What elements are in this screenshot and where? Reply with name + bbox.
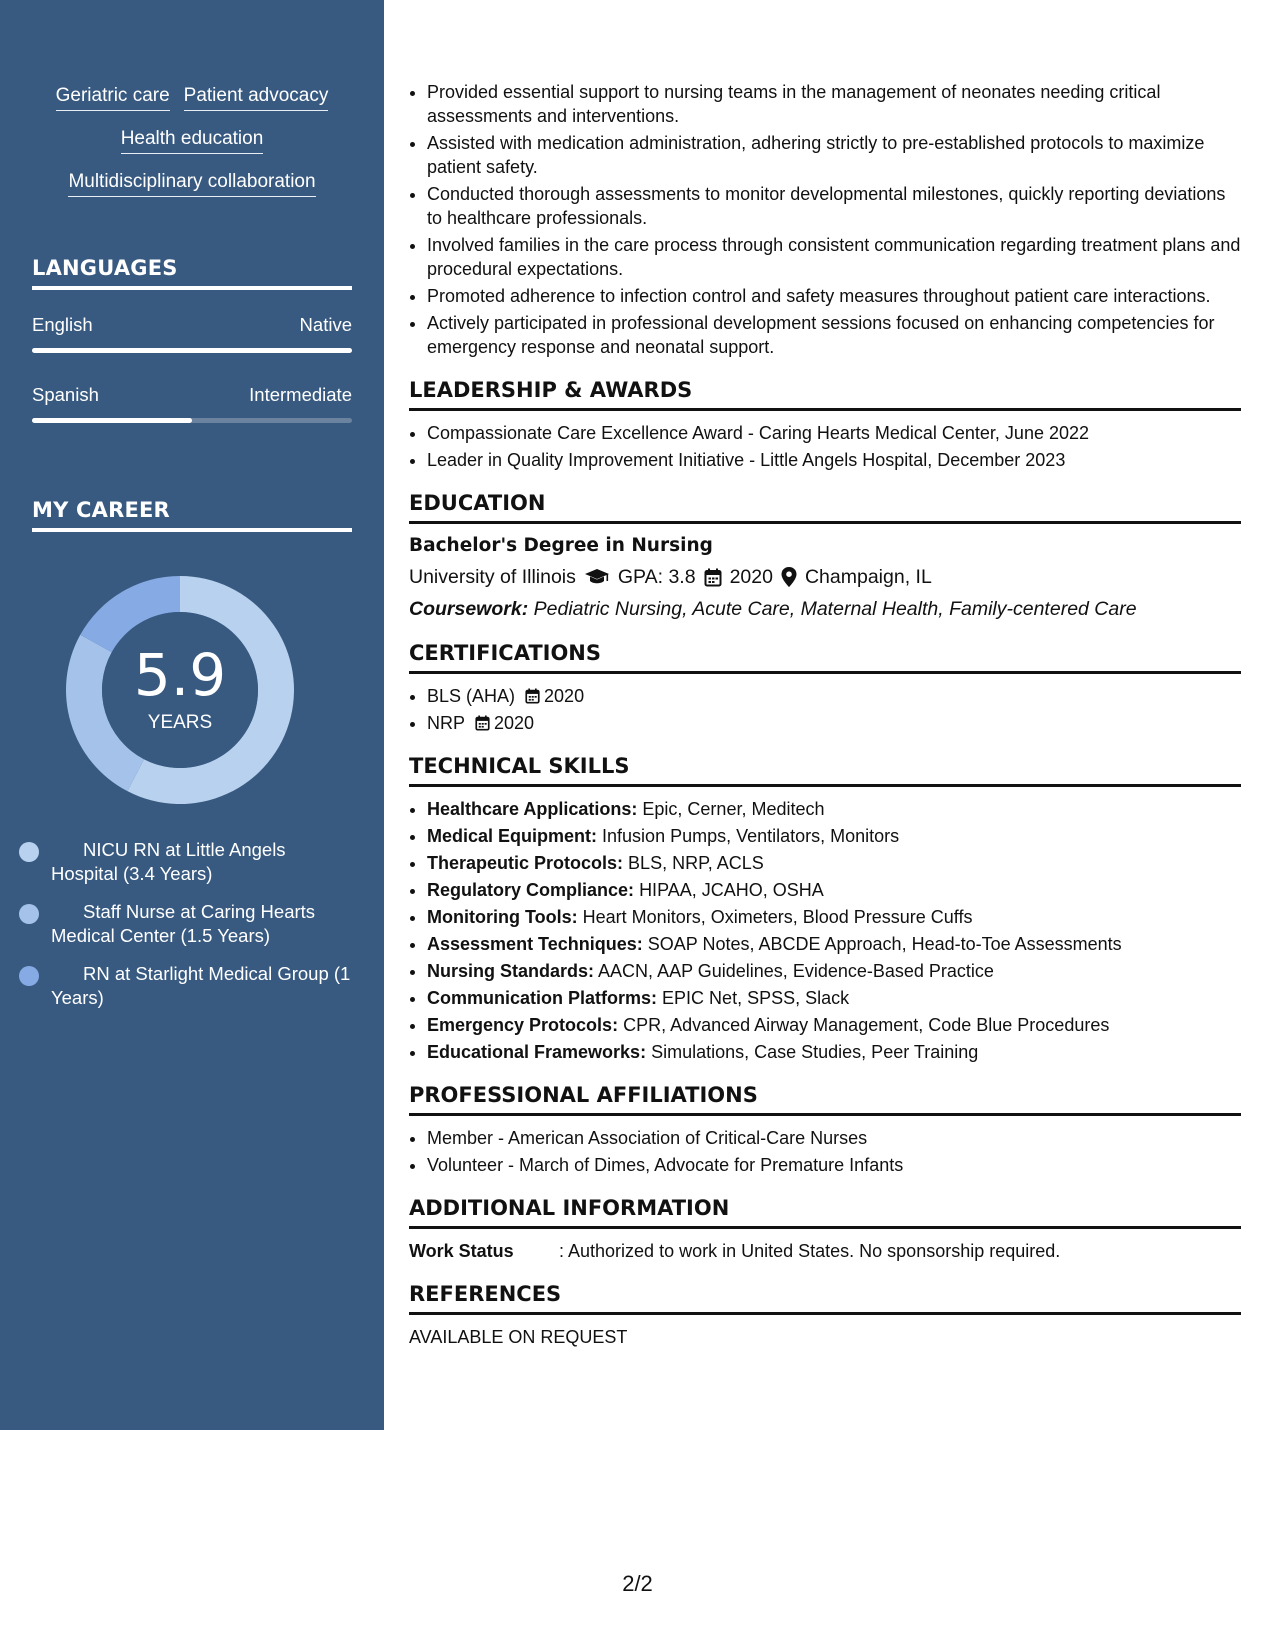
skill-label: Monitoring Tools: (427, 907, 578, 927)
list-item (427, 959, 1241, 983)
certifications-heading: CERTIFICATIONS (409, 639, 1241, 674)
skill-value: Simulations, Case Studies, Peer Training (651, 1042, 979, 1062)
additional-info-heading: ADDITIONAL INFORMATION (409, 1194, 1241, 1229)
certification-name: • BLS (AHA) (427, 686, 516, 706)
list-item: • Compassionate Care Excellence Award - Caring Hearts Medical Center, June 2022 (427, 421, 1241, 445)
references-text: AVAILABLE ON REQUEST (409, 1327, 628, 1347)
skill-label: Communication Platforms: (427, 988, 658, 1008)
list-item (427, 797, 1241, 821)
legend-dot-icon (19, 842, 39, 862)
experience-bullets (409, 80, 1241, 359)
list-item: • Conducted thorough assessments to monitor developmental milestones, quickly reporting deviations to healthcare professionals. (427, 182, 1241, 230)
calendar-icon (525, 688, 540, 704)
list-item (427, 711, 1241, 735)
legend-label: NICU RN at Little Angels Hospital (3.4 Years) (51, 839, 286, 884)
tag: Geriatric care (56, 85, 170, 111)
sidebar (0, 0, 384, 1430)
education-gpa: GPA: 3.8 (617, 566, 696, 588)
strengths-tags (32, 85, 352, 214)
coursework-label: Coursework: (409, 598, 529, 620)
tag-row (32, 85, 352, 111)
education-school: University of Illinois (409, 566, 576, 588)
list-item (427, 1040, 1241, 1064)
language-level: Intermediate (249, 384, 352, 405)
list-item (427, 1013, 1241, 1037)
page-number: 2/2 (622, 1571, 653, 1596)
legend-label: RN at Starlight Medical Group (1 Years) (51, 963, 351, 1008)
language-level: Native (299, 314, 352, 335)
career-legend-item (51, 900, 351, 948)
skills-list (409, 797, 1241, 1064)
career-legend (51, 838, 351, 1024)
legend-label: Staff Nurse at Caring Hearts Medical Center (1.5 Years) (51, 901, 316, 946)
references-heading: REFERENCES (409, 1280, 1241, 1315)
legend-dot-icon (19, 904, 39, 924)
calendar-icon (704, 568, 722, 587)
skill-label: Assessment Techniques: (427, 934, 643, 954)
graduation-cap-icon (584, 568, 610, 586)
skill-value: EPIC Net, SPSS, Slack (662, 988, 850, 1008)
career-total-years: 5.9 (133, 641, 227, 709)
tag-row (32, 171, 352, 197)
list-item (427, 986, 1241, 1010)
skill-value: CPR, Advanced Airway Management, Code Blue Procedures (623, 1015, 1110, 1035)
work-status-value: : Authorized to work in United States. No sponsorship required. (559, 1241, 1061, 1261)
work-status-row (409, 1239, 1241, 1263)
language-bar (32, 418, 352, 423)
tag-row (32, 128, 352, 154)
list-item (427, 824, 1241, 848)
affiliations-heading: PROFESSIONAL AFFILIATIONS (409, 1081, 1241, 1116)
languages-heading: LANGUAGES (32, 256, 352, 290)
skill-value: AACN, AAP Guidelines, Evidence-Based Practice (598, 961, 994, 981)
list-item: • Actively participated in professional development sessions focused on enhancing competencies for emergency response and neonatal support. (427, 311, 1241, 359)
career-heading: MY CAREER (32, 498, 352, 532)
work-status-label: Work Status (409, 1241, 514, 1261)
certifications-list (409, 684, 1241, 735)
language-spanish (32, 384, 352, 423)
list-item: • Promoted adherence to infection control and safety measures throughout patient care interactions. (427, 284, 1241, 308)
language-name: English (32, 314, 93, 335)
language-english (32, 314, 352, 353)
certification-year: 2020 (544, 686, 585, 706)
education-location: Champaign, IL (804, 566, 932, 588)
skill-value: SOAP Notes, ABCDE Approach, Head-to-Toe Assessments (647, 934, 1122, 954)
tag: Patient advocacy (184, 85, 329, 111)
skill-value: BLS, NRP, ACLS (628, 853, 764, 873)
skill-label: Educational Frameworks: (427, 1042, 647, 1062)
skill-value: Infusion Pumps, Ventilators, Monitors (602, 826, 900, 846)
coursework-value: Pediatric Nursing, Acute Care, Maternal Health, Family-centered Care (533, 598, 1137, 620)
list-item: • Volunteer - March of Dimes, Advocate for Premature Infants (427, 1153, 1241, 1177)
language-name: Spanish (32, 384, 99, 405)
language-bar-fill (32, 348, 352, 353)
tag: Multidisciplinary collaboration (68, 171, 315, 197)
list-item (427, 851, 1241, 875)
education-heading: EDUCATION (409, 489, 1241, 524)
list-item (427, 684, 1241, 708)
list-item (427, 932, 1241, 956)
skill-label: Therapeutic Protocols: (427, 853, 624, 873)
certification-name: • NRP (427, 713, 466, 733)
career-legend-item (51, 838, 351, 886)
skill-value: Heart Monitors, Oximeters, Blood Pressure Cuffs (582, 907, 973, 927)
leadership-heading: LEADERSHIP & AWARDS (409, 376, 1241, 411)
education-details (409, 564, 1241, 590)
language-bar (32, 348, 352, 353)
list-item: • Involved families in the care process through consistent communication regarding treatment plans and procedural expectations. (427, 233, 1241, 281)
list-item (427, 878, 1241, 902)
list-item: • Assisted with medication administration, adhering strictly to pre-established protocols to maximize patient safety. (427, 131, 1241, 179)
list-item: • Leader in Quality Improvement Initiative - Little Angels Hospital, December 2023 (427, 448, 1241, 472)
language-bar-fill (32, 418, 192, 423)
certification-year: 2020 (494, 713, 535, 733)
tag: Health education (121, 128, 264, 154)
legend-dot-icon (19, 966, 39, 986)
education-year: 2020 (729, 566, 773, 588)
list-item (427, 905, 1241, 929)
skill-label: Medical Equipment: (427, 826, 598, 846)
list-item: • Member - American Association of Critical-Care Nurses (427, 1126, 1241, 1150)
skills-heading: TECHNICAL SKILLS (409, 752, 1241, 787)
affiliations-list (409, 1126, 1241, 1177)
skill-value: HIPAA, JCAHO, OSHA (639, 880, 824, 900)
education-coursework (409, 596, 1241, 622)
list-item: • Provided essential support to nursing teams in the management of neonates needing critical assessments and interventions. (427, 80, 1241, 128)
main-content (409, 80, 1241, 1349)
skill-value: Epic, Cerner, Meditech (642, 799, 825, 819)
leadership-list (409, 421, 1241, 472)
skill-label: Nursing Standards: (427, 961, 595, 981)
location-pin-icon (781, 567, 797, 587)
skill-label: Healthcare Applications: (427, 799, 638, 819)
skill-label: Emergency Protocols: (427, 1015, 619, 1035)
education-degree: Bachelor's Degree in Nursing (409, 535, 713, 556)
calendar-icon (475, 715, 490, 731)
career-total-unit: YEARS (147, 712, 213, 733)
career-legend-item (51, 962, 351, 1010)
skill-label: Regulatory Compliance: (427, 880, 635, 900)
